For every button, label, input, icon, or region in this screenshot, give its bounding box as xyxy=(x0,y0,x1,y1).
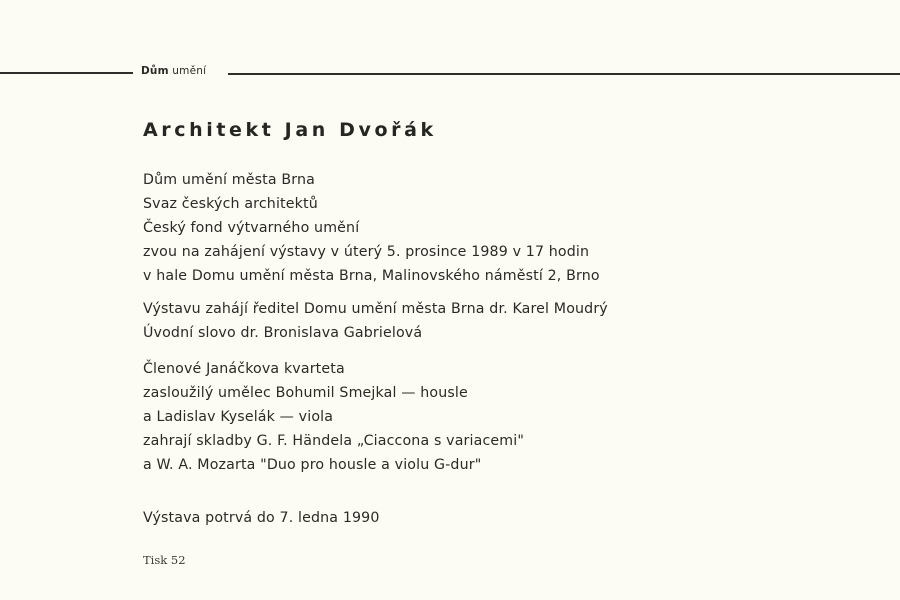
header-label-regular: umění xyxy=(172,65,207,77)
organizers-block xyxy=(143,168,600,288)
organizer-line: Svaz českých architektů xyxy=(143,196,318,212)
header-rule xyxy=(0,64,900,84)
opening-block xyxy=(143,297,608,345)
music-block xyxy=(143,357,524,477)
header-rule-right-line xyxy=(228,73,900,75)
duration-line: Výstava potrvá do 7. ledna 1990 xyxy=(143,510,380,526)
music-line: a Ladislav Kyselák — viola xyxy=(143,409,334,425)
music-line: a W. A. Mozarta "Duo pro housle a violu G-dur" xyxy=(143,457,482,473)
music-line: Členové Janáčkova kvarteta xyxy=(143,361,345,377)
organizer-line: Dům umění města Brna xyxy=(143,172,315,188)
duration-block xyxy=(143,506,380,530)
invitation-title: Architekt Jan Dvořák xyxy=(143,119,437,141)
header-rule-left-line xyxy=(0,72,133,74)
invitation-line: zvou na zahájení výstavy v úterý 5. prosince 1989 v 17 hodin xyxy=(143,244,590,260)
music-line: zasloužilý umělec Bohumil Smejkal — housle xyxy=(143,385,468,401)
venue-line: v hale Domu umění města Brna, Malinovského náměstí 2, Brno xyxy=(143,268,600,284)
header-label-bold: Dům xyxy=(141,65,169,77)
print-number: Tisk 52 xyxy=(143,553,186,567)
header-label xyxy=(141,65,206,77)
music-line: zahrají skladby G. F. Händela „Ciaccona s variacemi" xyxy=(143,433,525,449)
opening-speaker-line: Výstavu zahájí ředitel Domu umění města Brna dr. Karel Moudrý xyxy=(143,301,608,317)
intro-speaker-line: Úvodní slovo dr. Bronislava Gabrielová xyxy=(143,325,423,341)
organizer-line: Český fond výtvarného umění xyxy=(143,220,360,236)
